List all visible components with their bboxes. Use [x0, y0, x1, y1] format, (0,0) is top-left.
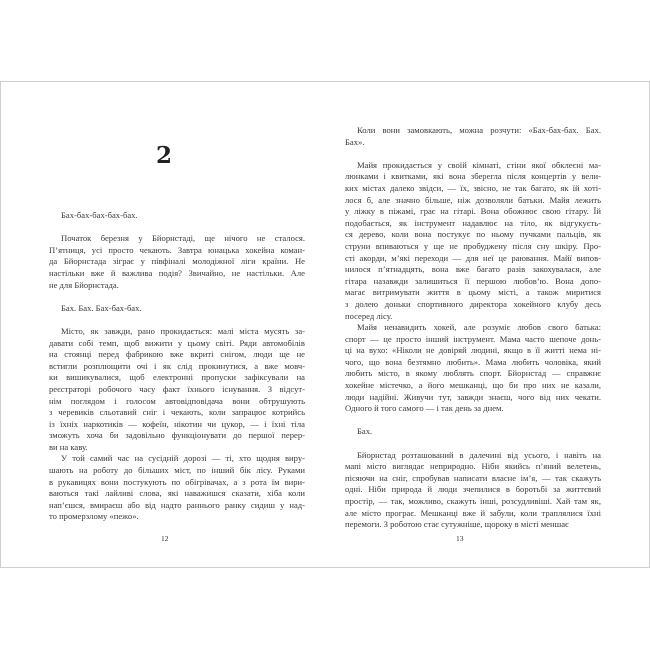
text-line: реєстраторі робочого часу факт їхнього існування. З відсут- [49, 383, 305, 394]
text-line: ці на вухо: «Ніколи не довіряй людині, якщо в її житті нема ні- [345, 345, 601, 356]
text-line: із їхніх наркотиків — кофеїн, нікотин чи цукор, — і їхні тіла [49, 418, 305, 429]
text-line: зможуть хоча би задовільно функціонувати до першої перер- [49, 430, 305, 441]
text-line: настільки вже й важлива подія? Звичайно, не настільки. Але [49, 267, 305, 278]
text-line: да Бйорнстада зіграє у півфіналі молодіжної ліги країни. Не [49, 256, 305, 267]
text-line: Бах». [345, 136, 365, 147]
text-line: чого, що вона безтямно любить». Мама любить чоловіка, який [345, 356, 601, 367]
text-line: шають на роботу до більших міст, по інший бік лісу. Руками [49, 465, 305, 476]
paragraph [49, 233, 305, 291]
text-line: Майя ненавидить хокей, але розуміє любов свого батька: [357, 322, 601, 333]
text-line: Одного й того самого — і так день за днем. [345, 403, 504, 414]
text-line: ких містах далеко звідси, — їх, звісно, не так багато, як їй хоті- [345, 182, 601, 193]
text-line: нилося п’ятнадцять, вона вже багато разів закохувалася, але [345, 264, 601, 275]
text-line: простір, — так, можливо, скажуть інші, розсудливіші. Хай там як, [345, 496, 601, 506]
text-line: мапі місто виглядає неприродно. Ніби якийсь п’яний велетень, [345, 461, 601, 472]
text-line: Коли вони замовкають, можна розчути: «Бах-бах-бах. Бах. [357, 125, 601, 135]
page-number: 12 [161, 534, 169, 543]
text-line: Місто, як завжди, рано прокидається: малі міста мусять за- [61, 325, 305, 336]
paragraph [49, 303, 305, 315]
paragraph [345, 426, 601, 438]
text-line: встигли розплющити очі і як слід прокинутися, а вже мовч- [49, 360, 305, 371]
text-line: Майя прокидається у своїй кімнаті, стіни якої обклеєні ма- [357, 159, 601, 170]
text-line: сті акорди, м’які переходи — для неї це раювання. Майї випов- [345, 252, 601, 263]
text-line: Початок березня у Бйорнстаді, ще нічого не сталося. [61, 233, 305, 244]
left-page [1, 82, 325, 567]
text-line: пісяючи на сніг, спробував написати власне ім’я, — так скажуть [345, 472, 601, 483]
text-line: на стоянці перед фабрикою вже вкриті снігом, люди ще не [49, 349, 305, 360]
text-line: струни впиваються у ще не пробуджену після сну шкіру. Про- [345, 240, 601, 251]
paragraph [49, 210, 305, 222]
text-line: ви на каву. [49, 441, 88, 452]
text-line: хокейне містечко, а його мешканці, що би про них не казали, [345, 380, 601, 391]
text-line: люнками і квитками, які вона зберегла після концертів у вели- [345, 171, 601, 182]
text-line: У той самий час на сусідній дорозі — ті, хто щодня виру- [61, 453, 305, 464]
text-line: гітара назавжди залишиться її першою любов’ю. Вона допо- [345, 275, 601, 286]
text-line: не для Бйорнстада. [49, 279, 119, 290]
text-line: Бах. Бах. Бах-бах-бах. [61, 302, 142, 313]
paragraph [345, 125, 601, 148]
text-line: магає витримувати життя в цьому місті, а також миритися [345, 287, 601, 298]
text-line: з черевиків сльотавий сніг і чекають, коли запрацює котрийсь [49, 407, 305, 418]
text-line: П’ятниця, усі просто чекають. Завтра юнацька хокейна коман- [49, 244, 305, 255]
text-line: але місто програє. Мешканці вже й забули, коли траплялися їхні [345, 507, 601, 518]
paragraph [49, 453, 305, 523]
text-line: ваються такі лайливі слова, які наважишся сказати, хіба коли [49, 488, 305, 499]
text-line: Бйорнстад розташований в далечині від усього, і навіть на [357, 449, 601, 460]
text-line: ся дерево, коли вона постукує по ньому пучками пальців, як [345, 229, 601, 240]
text-line: одні. Ніби природа й люди зчепилися в боротьбі за життєвий [345, 484, 601, 495]
paragraph [49, 326, 305, 454]
paragraph [345, 322, 601, 415]
text-line: з долею доньки спортивного директора хокейного клубу десь [345, 298, 601, 309]
text-line: Бах-бах-бах-бах-бах. [61, 210, 138, 220]
text-line: то промерзлому «пежо». [49, 511, 139, 522]
text-line: подобається, як інструмент надавлює на тіло, як відгукуєть- [345, 217, 601, 228]
text-line: спорт — це просто інший інструмент. Мама часто шепоче донь- [345, 333, 601, 344]
text-line: у ліжку в піжамі, грає на гітарі. Вона обожнює свою гітару. Їй [345, 206, 601, 217]
chapter-number: 2 [156, 142, 173, 169]
text-line: нап’єшся, вмираєш або від надто раннього ранку сидиш у над- [49, 499, 305, 510]
text-line: посеред лісу. [345, 310, 393, 321]
text-line: в рукавицях вони постукують по обігрівачах, а з рота їм вири- [49, 476, 305, 487]
paragraph [345, 450, 601, 531]
text-line: люди надійні. Живучи тут, завжди знаєш, чого від них чекати. [345, 391, 601, 402]
right-page [326, 82, 650, 567]
text-line: нім поглядом і голосом автовідповідача вони обтрушують [49, 395, 305, 406]
right-page-text [345, 125, 601, 531]
text-line: давати собі темп, щоб вижити у цьому світі. Ряди автомобілів [49, 337, 305, 348]
text-line: любить місто, в якому люблять спорт. Бйорнстад — справжнє [345, 368, 601, 379]
text-line: перемоги. З роботою стає сутужніше, щороку в місті меншає [345, 519, 569, 530]
left-page-text [49, 210, 305, 523]
text-line: ки вишикувалися, щоб електронні пропуски зафіксували на [49, 372, 305, 383]
paragraph [345, 160, 601, 322]
book-spread [0, 81, 650, 568]
text-line: лося б, але значно більше, ніж дозволяли батьки. Майя лежить [345, 194, 601, 205]
page-number: 13 [456, 534, 464, 543]
text-line: Бах. [357, 426, 373, 437]
